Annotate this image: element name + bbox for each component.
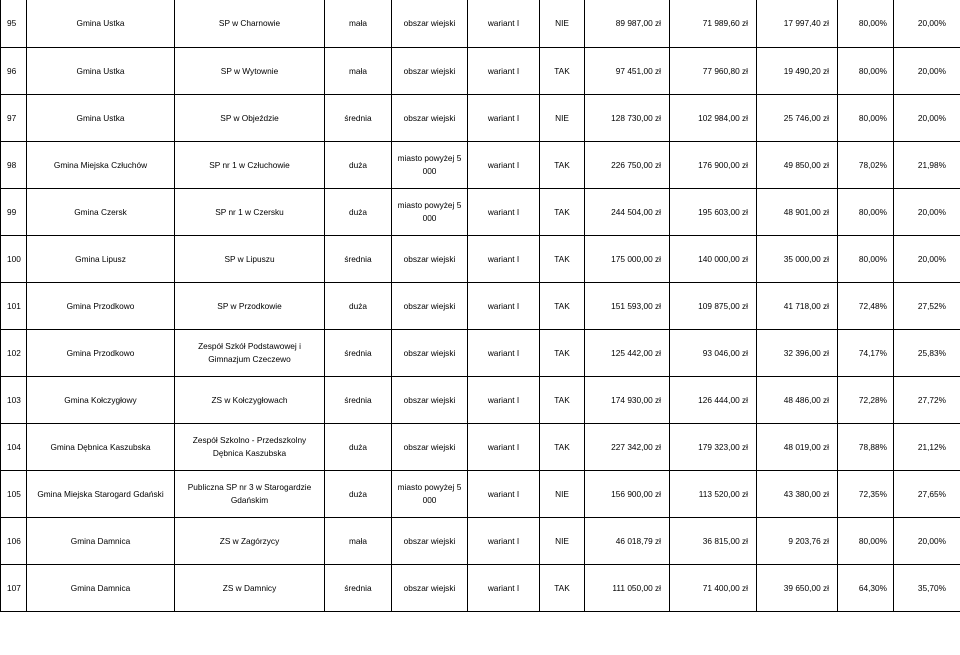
grant-percent-cell: 78,02% bbox=[838, 142, 894, 189]
status-cell: TAK bbox=[540, 424, 585, 471]
grant-amount-cell: 179 323,00 zł bbox=[670, 424, 757, 471]
school-cell: Publiczna SP nr 3 w Starogardzie Gdańskim bbox=[175, 471, 325, 518]
row-number: 100 bbox=[1, 236, 27, 283]
school-cell: SP w Lipuszu bbox=[175, 236, 325, 283]
row-number: 107 bbox=[1, 565, 27, 612]
grant-percent-cell: 64,30% bbox=[838, 565, 894, 612]
table-row bbox=[1, 48, 960, 95]
grant-amount-cell: 77 960,80 zł bbox=[670, 48, 757, 95]
own-contribution-cell: 49 850,00 zł bbox=[757, 142, 838, 189]
table-row bbox=[1, 565, 960, 612]
size-cell: średnia bbox=[325, 236, 392, 283]
size-cell: średnia bbox=[325, 330, 392, 377]
school-cell: Zespół Szkolno - Przedszkolny Dębnica Kaszubska bbox=[175, 424, 325, 471]
table-row bbox=[1, 236, 960, 283]
size-cell: duża bbox=[325, 189, 392, 236]
total-cost-cell: 89 987,00 zł bbox=[585, 0, 670, 48]
school-cell: SP nr 1 w Czersku bbox=[175, 189, 325, 236]
area-cell: obszar wiejski bbox=[392, 518, 468, 565]
municipality-cell: Gmina Dębnica Kaszubska bbox=[27, 424, 175, 471]
own-contribution-cell: 19 490,20 zł bbox=[757, 48, 838, 95]
variant-cell: wariant I bbox=[468, 189, 540, 236]
variant-cell: wariant I bbox=[468, 0, 540, 48]
status-cell: NIE bbox=[540, 518, 585, 565]
school-cell: SP nr 1 w Człuchowie bbox=[175, 142, 325, 189]
size-cell: duża bbox=[325, 142, 392, 189]
table-row bbox=[1, 377, 960, 424]
total-cost-cell: 156 900,00 zł bbox=[585, 471, 670, 518]
variant-cell: wariant I bbox=[468, 377, 540, 424]
grant-amount-cell: 93 046,00 zł bbox=[670, 330, 757, 377]
total-cost-cell: 97 451,00 zł bbox=[585, 48, 670, 95]
total-cost-cell: 111 050,00 zł bbox=[585, 565, 670, 612]
table-row bbox=[1, 189, 960, 236]
municipality-cell: Gmina Przodkowo bbox=[27, 283, 175, 330]
table-row bbox=[1, 95, 960, 142]
table-body bbox=[1, 0, 960, 612]
status-cell: TAK bbox=[540, 142, 585, 189]
row-number: 101 bbox=[1, 283, 27, 330]
municipality-cell: Gmina Przodkowo bbox=[27, 330, 175, 377]
area-cell: obszar wiejski bbox=[392, 48, 468, 95]
school-cell: ZS w Zagórzycy bbox=[175, 518, 325, 565]
school-cell: SP w Objeździe bbox=[175, 95, 325, 142]
total-cost-cell: 226 750,00 zł bbox=[585, 142, 670, 189]
school-cell: SP w Przodkowie bbox=[175, 283, 325, 330]
area-cell: obszar wiejski bbox=[392, 377, 468, 424]
row-number: 95 bbox=[1, 0, 27, 48]
own-percent-cell: 21,98% bbox=[894, 142, 960, 189]
own-percent-cell: 20,00% bbox=[894, 189, 960, 236]
own-percent-cell: 20,00% bbox=[894, 518, 960, 565]
area-cell: obszar wiejski bbox=[392, 236, 468, 283]
total-cost-cell: 244 504,00 zł bbox=[585, 189, 670, 236]
table-row bbox=[1, 518, 960, 565]
grant-amount-cell: 71 400,00 zł bbox=[670, 565, 757, 612]
own-percent-cell: 20,00% bbox=[894, 95, 960, 142]
own-contribution-cell: 41 718,00 zł bbox=[757, 283, 838, 330]
total-cost-cell: 175 000,00 zł bbox=[585, 236, 670, 283]
status-cell: TAK bbox=[540, 48, 585, 95]
municipality-cell: Gmina Ustka bbox=[27, 48, 175, 95]
variant-cell: wariant I bbox=[468, 518, 540, 565]
size-cell: średnia bbox=[325, 565, 392, 612]
own-contribution-cell: 43 380,00 zł bbox=[757, 471, 838, 518]
school-cell: ZS w Damnicy bbox=[175, 565, 325, 612]
grant-percent-cell: 80,00% bbox=[838, 236, 894, 283]
area-cell: miasto powyżej 5 000 bbox=[392, 189, 468, 236]
own-percent-cell: 27,52% bbox=[894, 283, 960, 330]
table-row bbox=[1, 424, 960, 471]
area-cell: miasto powyżej 5 000 bbox=[392, 471, 468, 518]
own-contribution-cell: 32 396,00 zł bbox=[757, 330, 838, 377]
municipality-cell: Gmina Ustka bbox=[27, 95, 175, 142]
grant-percent-cell: 74,17% bbox=[838, 330, 894, 377]
own-percent-cell: 20,00% bbox=[894, 236, 960, 283]
grant-percent-cell: 80,00% bbox=[838, 95, 894, 142]
own-contribution-cell: 48 019,00 zł bbox=[757, 424, 838, 471]
total-cost-cell: 46 018,79 zł bbox=[585, 518, 670, 565]
row-number: 104 bbox=[1, 424, 27, 471]
own-percent-cell: 25,83% bbox=[894, 330, 960, 377]
school-cell: SP w Wytownie bbox=[175, 48, 325, 95]
area-cell: obszar wiejski bbox=[392, 283, 468, 330]
municipality-cell: Gmina Lipusz bbox=[27, 236, 175, 283]
variant-cell: wariant I bbox=[468, 236, 540, 283]
total-cost-cell: 128 730,00 zł bbox=[585, 95, 670, 142]
grant-percent-cell: 80,00% bbox=[838, 518, 894, 565]
row-number: 106 bbox=[1, 518, 27, 565]
status-cell: TAK bbox=[540, 377, 585, 424]
own-percent-cell: 27,65% bbox=[894, 471, 960, 518]
total-cost-cell: 227 342,00 zł bbox=[585, 424, 670, 471]
size-cell: mała bbox=[325, 48, 392, 95]
row-number: 102 bbox=[1, 330, 27, 377]
status-cell: NIE bbox=[540, 471, 585, 518]
table-row bbox=[1, 0, 960, 48]
own-contribution-cell: 17 997,40 zł bbox=[757, 0, 838, 48]
table-row bbox=[1, 142, 960, 189]
grant-amount-cell: 126 444,00 zł bbox=[670, 377, 757, 424]
grant-amount-cell: 109 875,00 zł bbox=[670, 283, 757, 330]
municipality-cell: Gmina Miejska Starogard Gdański bbox=[27, 471, 175, 518]
school-cell: ZS w Kołczygłowach bbox=[175, 377, 325, 424]
municipality-cell: Gmina Ustka bbox=[27, 0, 175, 48]
own-contribution-cell: 35 000,00 zł bbox=[757, 236, 838, 283]
school-cell: SP w Charnowie bbox=[175, 0, 325, 48]
grant-percent-cell: 72,28% bbox=[838, 377, 894, 424]
area-cell: miasto powyżej 5 000 bbox=[392, 142, 468, 189]
grant-amount-cell: 113 520,00 zł bbox=[670, 471, 757, 518]
total-cost-cell: 125 442,00 zł bbox=[585, 330, 670, 377]
school-cell: Zespół Szkół Podstawowej i Gimnazjum Czeczewo bbox=[175, 330, 325, 377]
own-percent-cell: 20,00% bbox=[894, 48, 960, 95]
own-contribution-cell: 48 486,00 zł bbox=[757, 377, 838, 424]
variant-cell: wariant I bbox=[468, 142, 540, 189]
variant-cell: wariant I bbox=[468, 471, 540, 518]
status-cell: TAK bbox=[540, 236, 585, 283]
table-row bbox=[1, 283, 960, 330]
variant-cell: wariant I bbox=[468, 48, 540, 95]
area-cell: obszar wiejski bbox=[392, 330, 468, 377]
grant-amount-cell: 36 815,00 zł bbox=[670, 518, 757, 565]
table-row bbox=[1, 330, 960, 377]
own-contribution-cell: 39 650,00 zł bbox=[757, 565, 838, 612]
grant-amount-cell: 140 000,00 zł bbox=[670, 236, 757, 283]
municipality-cell: Gmina Czersk bbox=[27, 189, 175, 236]
own-percent-cell: 35,70% bbox=[894, 565, 960, 612]
own-contribution-cell: 48 901,00 zł bbox=[757, 189, 838, 236]
size-cell: duża bbox=[325, 471, 392, 518]
size-cell: duża bbox=[325, 283, 392, 330]
municipality-cell: Gmina Kołczygłowy bbox=[27, 377, 175, 424]
area-cell: obszar wiejski bbox=[392, 0, 468, 48]
grant-percent-cell: 72,48% bbox=[838, 283, 894, 330]
row-number: 96 bbox=[1, 48, 27, 95]
own-percent-cell: 21,12% bbox=[894, 424, 960, 471]
size-cell: średnia bbox=[325, 95, 392, 142]
row-number: 105 bbox=[1, 471, 27, 518]
row-number: 98 bbox=[1, 142, 27, 189]
status-cell: NIE bbox=[540, 0, 585, 48]
grant-percent-cell: 72,35% bbox=[838, 471, 894, 518]
size-cell: mała bbox=[325, 518, 392, 565]
size-cell: duża bbox=[325, 424, 392, 471]
row-number: 103 bbox=[1, 377, 27, 424]
municipality-cell: Gmina Damnica bbox=[27, 518, 175, 565]
variant-cell: wariant I bbox=[468, 424, 540, 471]
total-cost-cell: 174 930,00 zł bbox=[585, 377, 670, 424]
variant-cell: wariant I bbox=[468, 565, 540, 612]
municipality-cell: Gmina Miejska Człuchów bbox=[27, 142, 175, 189]
status-cell: TAK bbox=[540, 189, 585, 236]
grant-percent-cell: 80,00% bbox=[838, 189, 894, 236]
size-cell: średnia bbox=[325, 377, 392, 424]
grant-amount-cell: 195 603,00 zł bbox=[670, 189, 757, 236]
row-number: 97 bbox=[1, 95, 27, 142]
own-percent-cell: 20,00% bbox=[894, 0, 960, 48]
grant-amount-cell: 102 984,00 zł bbox=[670, 95, 757, 142]
row-number: 99 bbox=[1, 189, 27, 236]
own-contribution-cell: 9 203,76 zł bbox=[757, 518, 838, 565]
variant-cell: wariant I bbox=[468, 330, 540, 377]
variant-cell: wariant I bbox=[468, 283, 540, 330]
grant-amount-cell: 176 900,00 zł bbox=[670, 142, 757, 189]
status-cell: TAK bbox=[540, 565, 585, 612]
status-cell: NIE bbox=[540, 95, 585, 142]
area-cell: obszar wiejski bbox=[392, 95, 468, 142]
variant-cell: wariant I bbox=[468, 95, 540, 142]
municipality-cell: Gmina Damnica bbox=[27, 565, 175, 612]
own-contribution-cell: 25 746,00 zł bbox=[757, 95, 838, 142]
area-cell: obszar wiejski bbox=[392, 565, 468, 612]
grant-percent-cell: 80,00% bbox=[838, 0, 894, 48]
status-cell: TAK bbox=[540, 330, 585, 377]
area-cell: obszar wiejski bbox=[392, 424, 468, 471]
grant-percent-cell: 80,00% bbox=[838, 48, 894, 95]
table-row bbox=[1, 471, 960, 518]
total-cost-cell: 151 593,00 zł bbox=[585, 283, 670, 330]
grant-amount-cell: 71 989,60 zł bbox=[670, 0, 757, 48]
size-cell: mała bbox=[325, 0, 392, 48]
status-cell: TAK bbox=[540, 283, 585, 330]
grant-percent-cell: 78,88% bbox=[838, 424, 894, 471]
own-percent-cell: 27,72% bbox=[894, 377, 960, 424]
